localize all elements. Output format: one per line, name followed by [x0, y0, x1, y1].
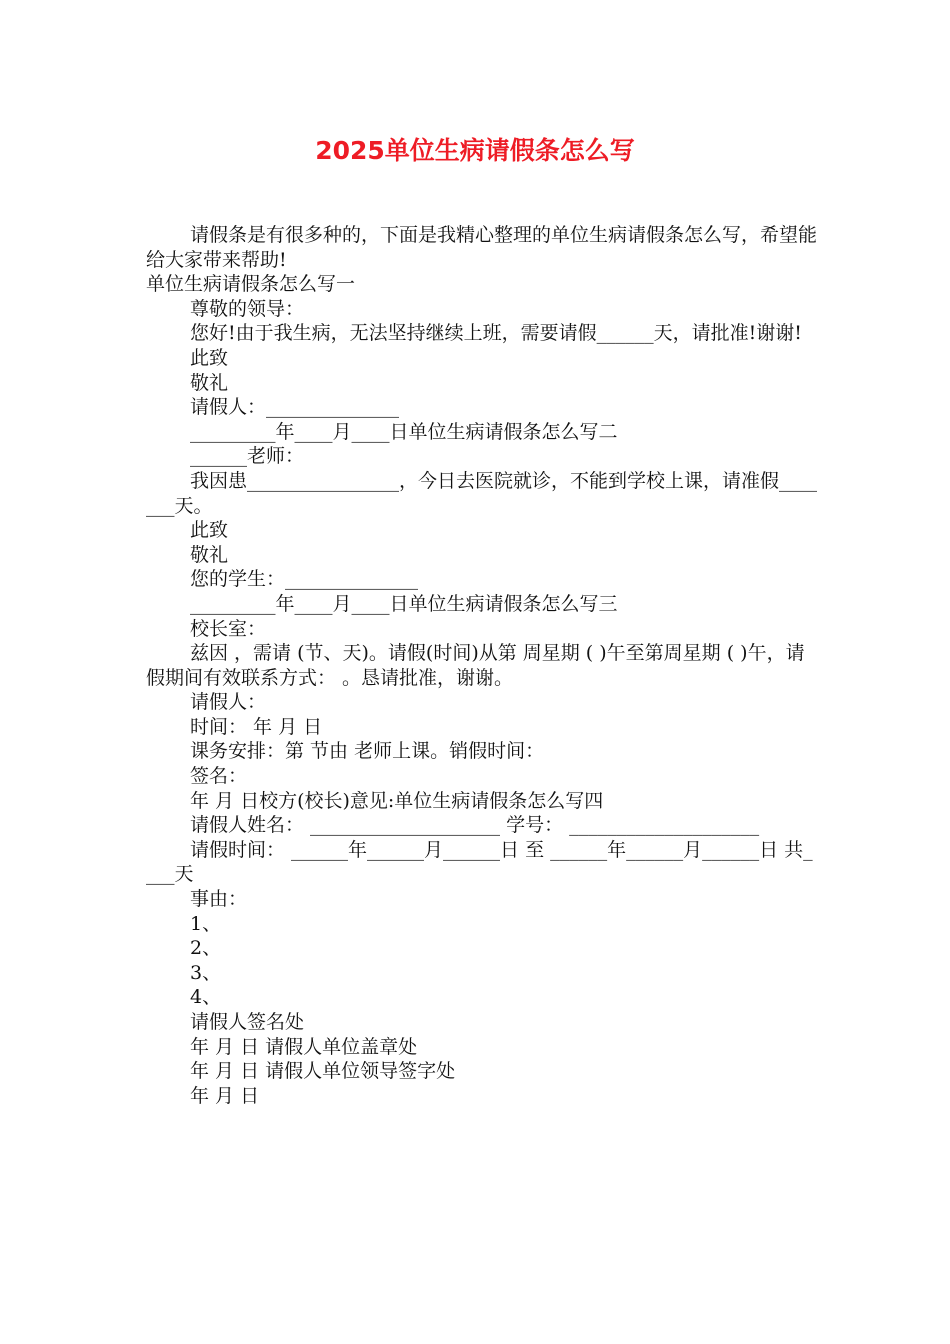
paragraph: 我因患________________，今日去医院就诊，不能到学校上课，请准假_______天。 — [146, 469, 818, 517]
document-body — [146, 223, 818, 1108]
paragraph: 单位生病请假条怎么写一 — [146, 273, 356, 296]
paragraph: 3、 — [190, 961, 222, 984]
paragraph: 尊敬的领导： — [190, 297, 305, 320]
paragraph: 请假人：______________ — [190, 396, 400, 419]
paragraph: 时间： 年 月 日 — [190, 715, 323, 738]
paragraph: 4、 — [190, 986, 222, 1009]
paragraph: 您的学生：______________ — [190, 568, 419, 591]
paragraph: 年 月 日 — [190, 1084, 260, 1107]
document-title: 2025单位生病请假条怎么写 — [315, 136, 635, 165]
paragraph: 请假条是有很多种的，下面是我精心整理的单位生病请假条怎么写，希望能给大家带来帮助! — [146, 224, 818, 271]
paragraph: 兹因 ，需请 (节、天)。请假(时间)从第 周星期 ( )午至第周星期 ( )午，请假期间有效联系方式： 。恳请批准，谢谢。 — [146, 642, 805, 689]
paragraph: 请假人： — [190, 691, 267, 714]
paragraph: 事由： — [190, 888, 248, 911]
paragraph: 请假人姓名： ____________________ 学号： ____________________ — [190, 814, 760, 837]
paragraph: 敬礼 — [190, 543, 229, 566]
paragraph: 年 月 日 请假人单位领导签字处 — [190, 1060, 456, 1083]
paragraph: _________年____月____日单位生病请假条怎么写三 — [190, 592, 618, 615]
paragraph: 请假人签名处 — [190, 1011, 305, 1033]
paragraph: 课务安排：第 节由 老师上课。销假时间： — [190, 740, 545, 763]
paragraph: 2、 — [190, 937, 222, 960]
paragraph: 请假时间： ______年______月______日 至 ______年______月______日 共____天 — [146, 838, 813, 886]
paragraph: 敬礼 — [190, 371, 229, 394]
paragraph: 此致 — [190, 519, 229, 542]
paragraph: _________年____月____日单位生病请假条怎么写二 — [190, 420, 618, 443]
paragraph: 年 月 日 请假人单位盖章处 — [190, 1035, 418, 1058]
paragraph: 签名： — [190, 765, 248, 788]
paragraph: 1、 — [190, 912, 222, 935]
paragraph: 校长室： — [190, 617, 267, 640]
paragraph: 您好!由于我生病，无法坚持继续上班，需要请假______天，请批准!谢谢! — [190, 322, 802, 345]
paragraph: ______老师： — [190, 445, 305, 468]
paragraph: 年 月 日校方(校长)意见:单位生病请假条怎么写四 — [190, 789, 604, 812]
paragraph: 此致 — [190, 346, 229, 369]
